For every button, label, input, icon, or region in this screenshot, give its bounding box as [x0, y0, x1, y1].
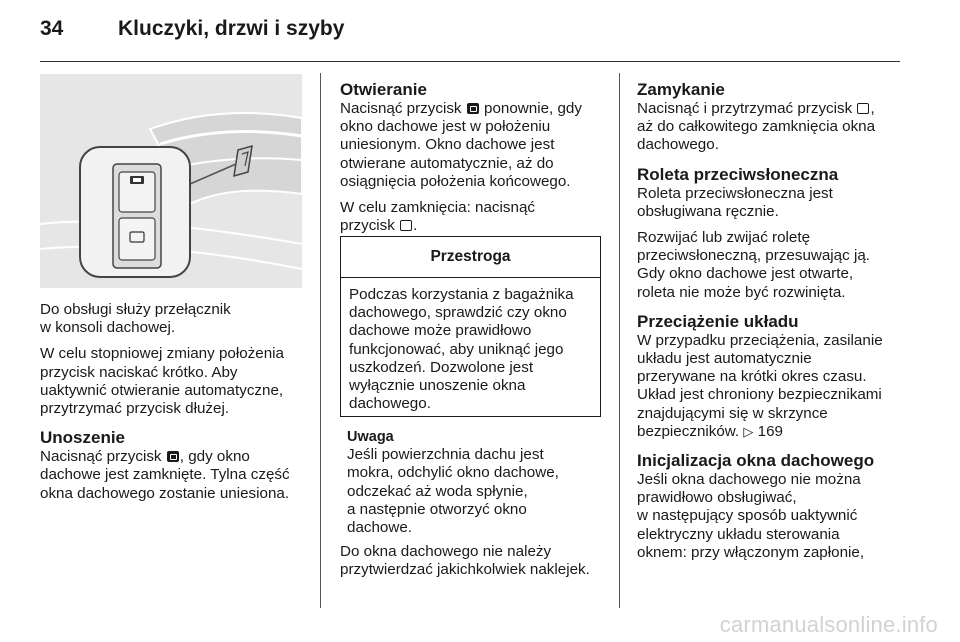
warning-title: Przestroga [341, 237, 600, 278]
inicjalizacja-paragraph: Jeśli okna dachowego nie można prawidłowo obsługiwać, w następujący sposób uaktywnić elektryczny układu sterowania oknem: przy włączonym zapłonie, [637, 471, 865, 561]
unoszenie-paragraph: Nacisnąć przycisk , gdy okno dachowe jest zamknięte. Tylna część okna dachowego zostanie uniesiona. [40, 448, 290, 502]
column-1 [40, 301, 315, 503]
close-instruction-paragraph: W celu zamknięcia: nacisnąć przycisk . [340, 199, 535, 235]
step-paragraph: W celu stopniowej zmiany położenia przycisk naciskać krótko. Aby uaktywnić otwieranie automatyczne, przytrzymać przycisk dłużej. [40, 345, 284, 418]
open-button-icon [467, 103, 479, 114]
otwieranie-paragraph: Nacisnąć przycisk ponownie, gdy okno dachowe jest w położeniu uniesionym. Okno dachowe jest otwierane automatycznie, aż do osiągnięcia położenia końcowego. [340, 100, 582, 190]
roleta-usage-paragraph: Rozwijać lub zwijać roletę przeciwsłoneczną, przesuwając ją. Gdy okno dachowe jest otwarte, roleta nie może być rozwinięta. [637, 229, 870, 301]
column-divider-1 [320, 73, 321, 608]
sticker-paragraph: Do okna dachowego nie należy przytwierdzać jakichkolwiek naklejek. [340, 543, 590, 579]
column-2 [340, 80, 612, 235]
note-title: Uwaga [347, 429, 394, 445]
watermark: carmanualsonline.info [719, 612, 938, 637]
heading-unoszenie: Unoszenie [40, 428, 126, 448]
warning-text: Podczas korzystania z bagażnika dachowego, sprawdzić czy okno dachowe może prawidłowo funkcjonować, aby uniknąć jego uszkodzeń. Dozwolone jest wyłącznie unoszenie okna dachowego. [349, 286, 574, 413]
column-divider-2 [619, 73, 620, 608]
intro-paragraph: Do obsługi służy przełącznik w konsoli dachowej. [40, 301, 231, 337]
heading-zamykanie: Zamykanie [637, 80, 725, 99]
open-button-icon [167, 451, 179, 462]
roleta-paragraph: Roleta przeciwsłoneczna jest obsługiwana ręcznie. [637, 184, 833, 220]
heading-przeciazenie: Przeciążenie układu [637, 311, 799, 331]
sunroof-switch-illustration [40, 74, 302, 288]
page-number: 34 [40, 17, 64, 40]
zamykanie-paragraph: Nacisnąć i przytrzymać przycisk , aż do całkowitego zamknięcia okna dachowego. [637, 100, 876, 154]
heading-inicjalizacja: Inicjalizacja okna dachowego [637, 451, 875, 471]
page-title: Kluczyki, drzwi i szyby [118, 17, 345, 40]
note-block [347, 428, 607, 537]
przeciazenie-paragraph: W przypadku przeciążenia, zasilanie układu jest automatycznie przerywane na krótki okres czasu. Układ jest chroniony bezpiecznikami znajdującymi się w skrzynce bezpieczników. ▷ 169 [637, 331, 883, 440]
warning-box [340, 236, 601, 417]
column-3 [637, 80, 902, 562]
close-button-icon [400, 220, 412, 231]
heading-otwieranie: Otwieranie [340, 80, 427, 99]
heading-roleta: Roleta przeciwsłoneczna [637, 164, 839, 184]
note-text: Jeśli powierzchnia dachu jest mokra, odchylić okno dachowe, odczekać aż woda spłynie, a następnie otworzyć okno dachowe. [347, 446, 559, 537]
sticker-paragraph-block [340, 543, 615, 579]
page-reference-arrow-icon: ▷ [743, 423, 754, 439]
header-rule [40, 61, 900, 62]
fuse-page-reference[interactable]: 169 [757, 422, 783, 440]
close-button-icon [857, 103, 869, 114]
